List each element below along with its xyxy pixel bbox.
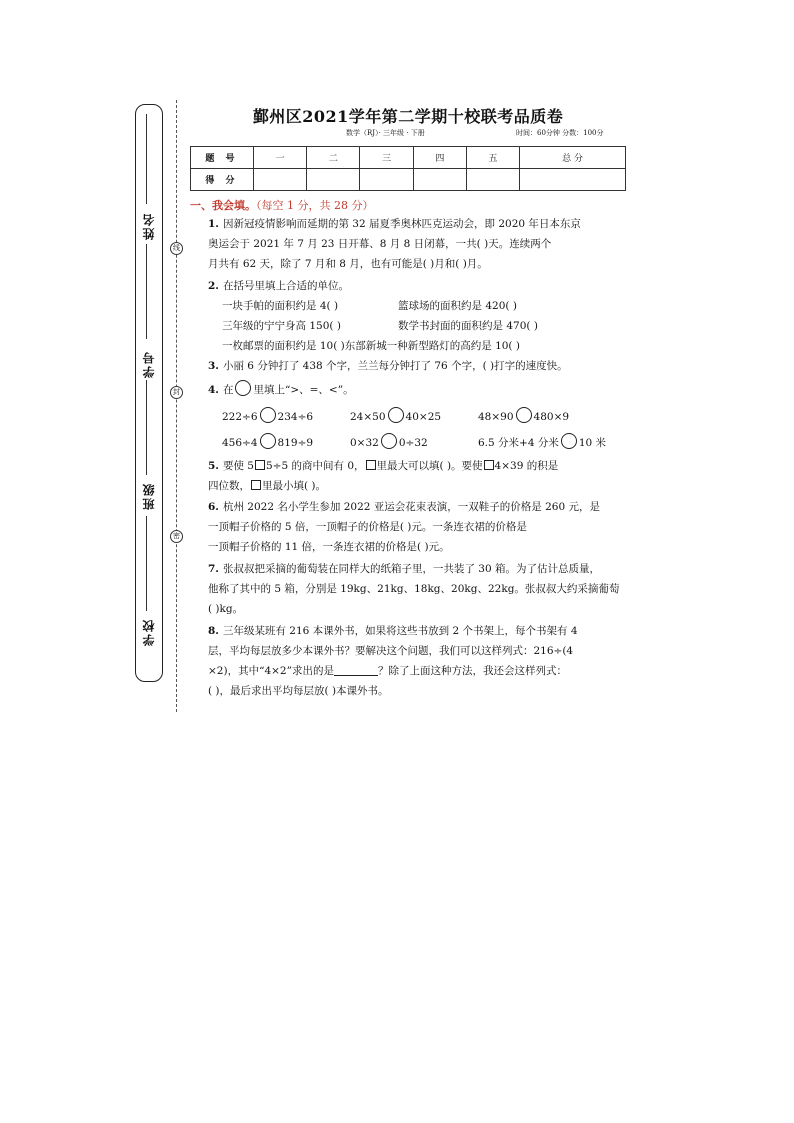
score-header-4: 四 bbox=[413, 147, 466, 169]
question-8 bbox=[208, 621, 578, 701]
expr-left: 456÷4 bbox=[222, 437, 258, 449]
question-2-item: 三年级的宁宁身高 150( ) bbox=[222, 320, 341, 332]
question-text: 5÷5 的商中间有 0， bbox=[266, 460, 365, 472]
expr-right: 819÷9 bbox=[277, 437, 314, 449]
seal-mark-secret: 密 bbox=[170, 530, 183, 543]
score-cell[interactable] bbox=[307, 169, 360, 191]
question-number: 6. bbox=[208, 501, 219, 513]
section-1-title: 一、我会填。 bbox=[190, 199, 256, 212]
expr-right: 10 米 bbox=[578, 437, 607, 449]
score-header-3: 三 bbox=[360, 147, 413, 169]
class-blank-line bbox=[146, 380, 147, 475]
exam-time-score: 时间：60分钟 分数：100分 bbox=[516, 129, 604, 137]
name-blank-line bbox=[146, 114, 147, 204]
compare-circle bbox=[235, 380, 251, 396]
sidebar-label-name: 姓名 bbox=[142, 212, 156, 240]
question-number: 1. bbox=[208, 218, 219, 230]
score-cell[interactable] bbox=[360, 169, 413, 191]
question-2-item: 一块手帕的面积约是 4( ) bbox=[222, 300, 339, 312]
question-text: 他称了其中的 5 箱，分别是 19kg、21kg、18kg、20kg、22kg。张叔叔大约采摘葡萄 bbox=[208, 583, 620, 595]
question-2-item: 数学书封面的面积约是 470( ) bbox=[398, 320, 538, 332]
expr-left: 222÷6 bbox=[222, 411, 258, 423]
question-number: 8. bbox=[208, 625, 219, 637]
question-text: 层，平均每层放多少本课外书？要解决这个问题，我们可以这样列式：216÷(4 bbox=[208, 645, 574, 657]
question-text: 一顶帽子价格的 11 倍，一条连衣裙的价格是( )元。 bbox=[208, 541, 450, 553]
expr-right: 0÷32 bbox=[398, 437, 428, 449]
compare-expression bbox=[222, 433, 313, 449]
question-2-item: 篮球场的面积约是 420( ) bbox=[398, 300, 517, 312]
question-text: 要使 5 bbox=[222, 460, 254, 472]
question-number: 3. bbox=[208, 360, 219, 372]
question-2-item: 一枚邮票的面积约是 10( )东部新城一种新型路灯的高约是 10( ) bbox=[222, 340, 520, 352]
score-cell[interactable] bbox=[413, 169, 466, 191]
school-blank-line bbox=[146, 516, 147, 611]
expr-right: 234÷6 bbox=[277, 411, 314, 423]
exam-title: 鄞州区2021学年第二学期十校联考品质卷 bbox=[252, 107, 564, 126]
score-header-label: 题 号 bbox=[191, 147, 254, 169]
sidebar-label-class: 班级 bbox=[142, 482, 156, 510]
score-cell[interactable] bbox=[466, 169, 519, 191]
question-text: ( )，最后求出平均每层放( )本课外书。 bbox=[208, 685, 389, 697]
question-text: ( )kg。 bbox=[208, 603, 244, 615]
compare-circle[interactable] bbox=[381, 433, 397, 449]
question-3 bbox=[208, 356, 568, 376]
question-text: 张叔叔把采摘的葡萄装在同样大的纸箱子里，一共装了 30 箱。为了估计总质量， bbox=[222, 563, 601, 575]
score-row-label: 得 分 bbox=[191, 169, 254, 191]
compare-expression bbox=[350, 433, 428, 449]
question-text: 里最小填( )。 bbox=[262, 480, 327, 492]
question-number: 5. bbox=[208, 460, 219, 472]
section-1-heading bbox=[190, 197, 373, 213]
compare-expression bbox=[478, 433, 606, 450]
question-7 bbox=[208, 559, 619, 619]
question-text: 在括号里填上合适的单位。 bbox=[222, 280, 349, 292]
question-2 bbox=[208, 276, 349, 296]
question-text: 杭州 2022 名小学生参加 2022 亚运会花束表演，一双鞋子的价格是 260 元，是 bbox=[222, 501, 600, 513]
question-text: 小丽 6 分钟打了 438 个字，兰兰每分钟打了 76 个字，( )打字的速度快。 bbox=[222, 360, 568, 372]
question-1 bbox=[208, 214, 581, 274]
question-text: 四位数， bbox=[208, 480, 250, 492]
student-info-sidebar bbox=[135, 104, 163, 682]
compare-circle[interactable] bbox=[260, 433, 276, 449]
seal-mark-seal: 封 bbox=[170, 386, 183, 399]
exam-subject: 数学（RJ）· 三年级 · 下册 bbox=[346, 129, 425, 137]
expr-right: 40×25 bbox=[405, 411, 442, 423]
digit-box bbox=[251, 480, 261, 490]
question-text: 因新冠疫情影响而延期的第 32 届夏季奥林匹克运动会，即 2020 年日本东京 bbox=[222, 218, 581, 230]
question-text: 在 bbox=[222, 384, 234, 396]
digit-box[interactable] bbox=[484, 460, 494, 470]
question-number: 2. bbox=[208, 280, 219, 292]
question-text: ×2)，其中“4×2”求出的是 bbox=[208, 665, 334, 677]
question-text: 4×39 的积是 bbox=[494, 460, 559, 472]
score-table-header-row bbox=[191, 147, 626, 169]
expr-right: 480×9 bbox=[533, 411, 570, 423]
sidebar-label-number: 学号 bbox=[142, 350, 156, 378]
section-1-points: （每空 1 分，共 28 分） bbox=[256, 199, 374, 212]
question-text: 奥运会于 2021 年 7 月 23 日开幕、8 月 8 日闭幕，一共( )天。连续两个 bbox=[208, 238, 552, 250]
expr-left: 6.5 分米+4 分米 bbox=[478, 437, 559, 449]
question-text: ？除了上面这种方法，我还会这样列式： bbox=[377, 665, 567, 677]
question-text: 月共有 62 天，除了 7 月和 8 月，也有可能是( )月和( )月。 bbox=[208, 258, 488, 270]
compare-expression bbox=[350, 407, 441, 423]
question-6 bbox=[208, 497, 600, 557]
question-4 bbox=[208, 380, 354, 400]
question-number: 4. bbox=[208, 384, 219, 396]
student-number-blank-line bbox=[146, 244, 147, 339]
compare-circle[interactable] bbox=[260, 407, 276, 423]
score-cell[interactable] bbox=[254, 169, 307, 191]
expr-left: 24×50 bbox=[350, 411, 386, 423]
score-header-5: 五 bbox=[466, 147, 519, 169]
expr-left: 48×90 bbox=[478, 411, 514, 423]
score-header-total: 总 分 bbox=[520, 147, 626, 169]
digit-box[interactable] bbox=[255, 460, 265, 470]
compare-expression bbox=[478, 407, 569, 423]
score-table bbox=[190, 146, 626, 191]
score-cell[interactable] bbox=[520, 169, 626, 191]
seal-dashed-line bbox=[176, 100, 177, 712]
compare-circle[interactable] bbox=[516, 407, 532, 423]
compare-expression bbox=[222, 407, 313, 423]
compare-circle[interactable] bbox=[561, 433, 577, 449]
answer-blank[interactable] bbox=[334, 675, 378, 676]
question-text: 三年级某班有 216 本课外书，如果将这些书放到 2 个书架上，每个书架有 4 bbox=[222, 625, 578, 637]
score-header-2: 二 bbox=[307, 147, 360, 169]
expr-left: 0×32 bbox=[350, 437, 379, 449]
score-table-score-row bbox=[191, 169, 626, 191]
question-text: 里填上“>、=、<”。 bbox=[253, 384, 354, 396]
question-5 bbox=[208, 456, 558, 496]
compare-circle[interactable] bbox=[388, 407, 404, 423]
sidebar-label-school: 学校 bbox=[142, 618, 156, 646]
question-number: 7. bbox=[208, 563, 219, 575]
digit-box bbox=[366, 460, 376, 470]
score-header-1: 一 bbox=[254, 147, 307, 169]
question-text: 一顶帽子价格的 5 倍，一顶帽子的价格是( )元。一条连衣裙的价格是 bbox=[208, 521, 527, 533]
seal-mark-line: 线 bbox=[170, 242, 183, 255]
question-text: 里最大可以填( )。要使 bbox=[376, 460, 483, 472]
